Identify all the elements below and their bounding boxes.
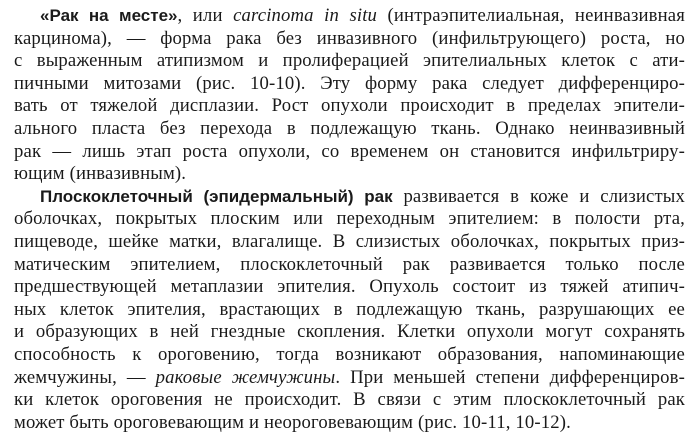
text-line xyxy=(14,276,685,299)
text-run: и образующих в ней гнездные скопления. Клетки опухоли могут сохранять xyxy=(14,321,685,343)
text-run: . При меньшей степени дифференциров- xyxy=(335,366,686,388)
text-run: способность к ороговению, тогда возникают образования, напоминающие xyxy=(14,343,685,365)
text-line xyxy=(14,208,685,231)
text-line xyxy=(14,254,685,277)
text-line xyxy=(14,186,685,209)
paragraph xyxy=(14,5,685,186)
text-run: пичными митозами (рис. 10-10). Эту форму рака следует дифференциро- xyxy=(14,72,685,94)
text-line xyxy=(14,73,685,96)
text-line xyxy=(14,299,685,322)
italic-term: раковые жемчужины xyxy=(155,366,336,388)
text-run: карцинома), — форма рака без инвазивного (инфильтрующего) роста, но xyxy=(14,27,685,49)
text-run: предшествующей метаплазии эпителия. Опухоль состоит из тяжей атипич- xyxy=(14,276,685,298)
bold-term: «Рак на месте» xyxy=(40,6,178,25)
text-run: вать от тяжелой дисплазии. Рост опухоли происходит в пределах эпители- xyxy=(14,95,685,117)
text-line xyxy=(14,5,685,28)
text-run: рак — лишь этап роста опухоли, со временем он становится инфильтриру- xyxy=(14,140,685,162)
text-line xyxy=(14,118,685,141)
bold-term: Плоскоклеточный (эпидермальный) рак xyxy=(40,186,393,206)
text-line xyxy=(14,344,685,367)
text-run: матическим эпителием, плоскоклеточный рак развивается только после xyxy=(14,253,685,275)
text-line xyxy=(14,231,685,254)
text-run: с выраженным атипизмом и пролиферацией эпителиальных клеток с ати- xyxy=(14,50,685,72)
text-run: оболочках, покрытых плоским или переходным эпителием: в полости рта, xyxy=(14,208,685,230)
text-run: может быть ороговевающим и неороговевающим (рис. 10-11, 10-12). xyxy=(14,411,571,433)
text-run: ального пласта без перехода в подлежащую ткань. Однако неинвазивный xyxy=(14,117,685,139)
text-run: жемчужины, — xyxy=(14,366,156,388)
text-run: , или xyxy=(177,5,234,26)
text-line xyxy=(14,28,685,51)
text-line xyxy=(14,163,685,186)
text-line xyxy=(14,389,685,412)
text-run: ющим (инвазивным). xyxy=(14,163,187,185)
text-line xyxy=(14,367,685,390)
text-line xyxy=(14,321,685,344)
text-run: ных клеток эпителия, врастающих в подлежащую ткань, разрушающих ее xyxy=(14,298,685,320)
text-line xyxy=(14,50,685,73)
paragraph xyxy=(14,186,685,434)
text-run: (интраэпителиальная, неинвазивная xyxy=(377,5,685,26)
text-run: ки клеток ороговения не происходит. В связи с этим плоскоклеточный рак xyxy=(14,389,685,411)
italic-term: carcinoma in situ xyxy=(233,5,378,26)
text-run: пищеводе, шейке матки, влагалище. В слизистых оболочках, покрытых приз- xyxy=(14,230,685,252)
text-body xyxy=(14,5,685,434)
text-line xyxy=(14,95,685,118)
text-run: развивается в коже и слизистых xyxy=(392,185,685,207)
text-line xyxy=(14,412,685,434)
text-line xyxy=(14,141,685,164)
